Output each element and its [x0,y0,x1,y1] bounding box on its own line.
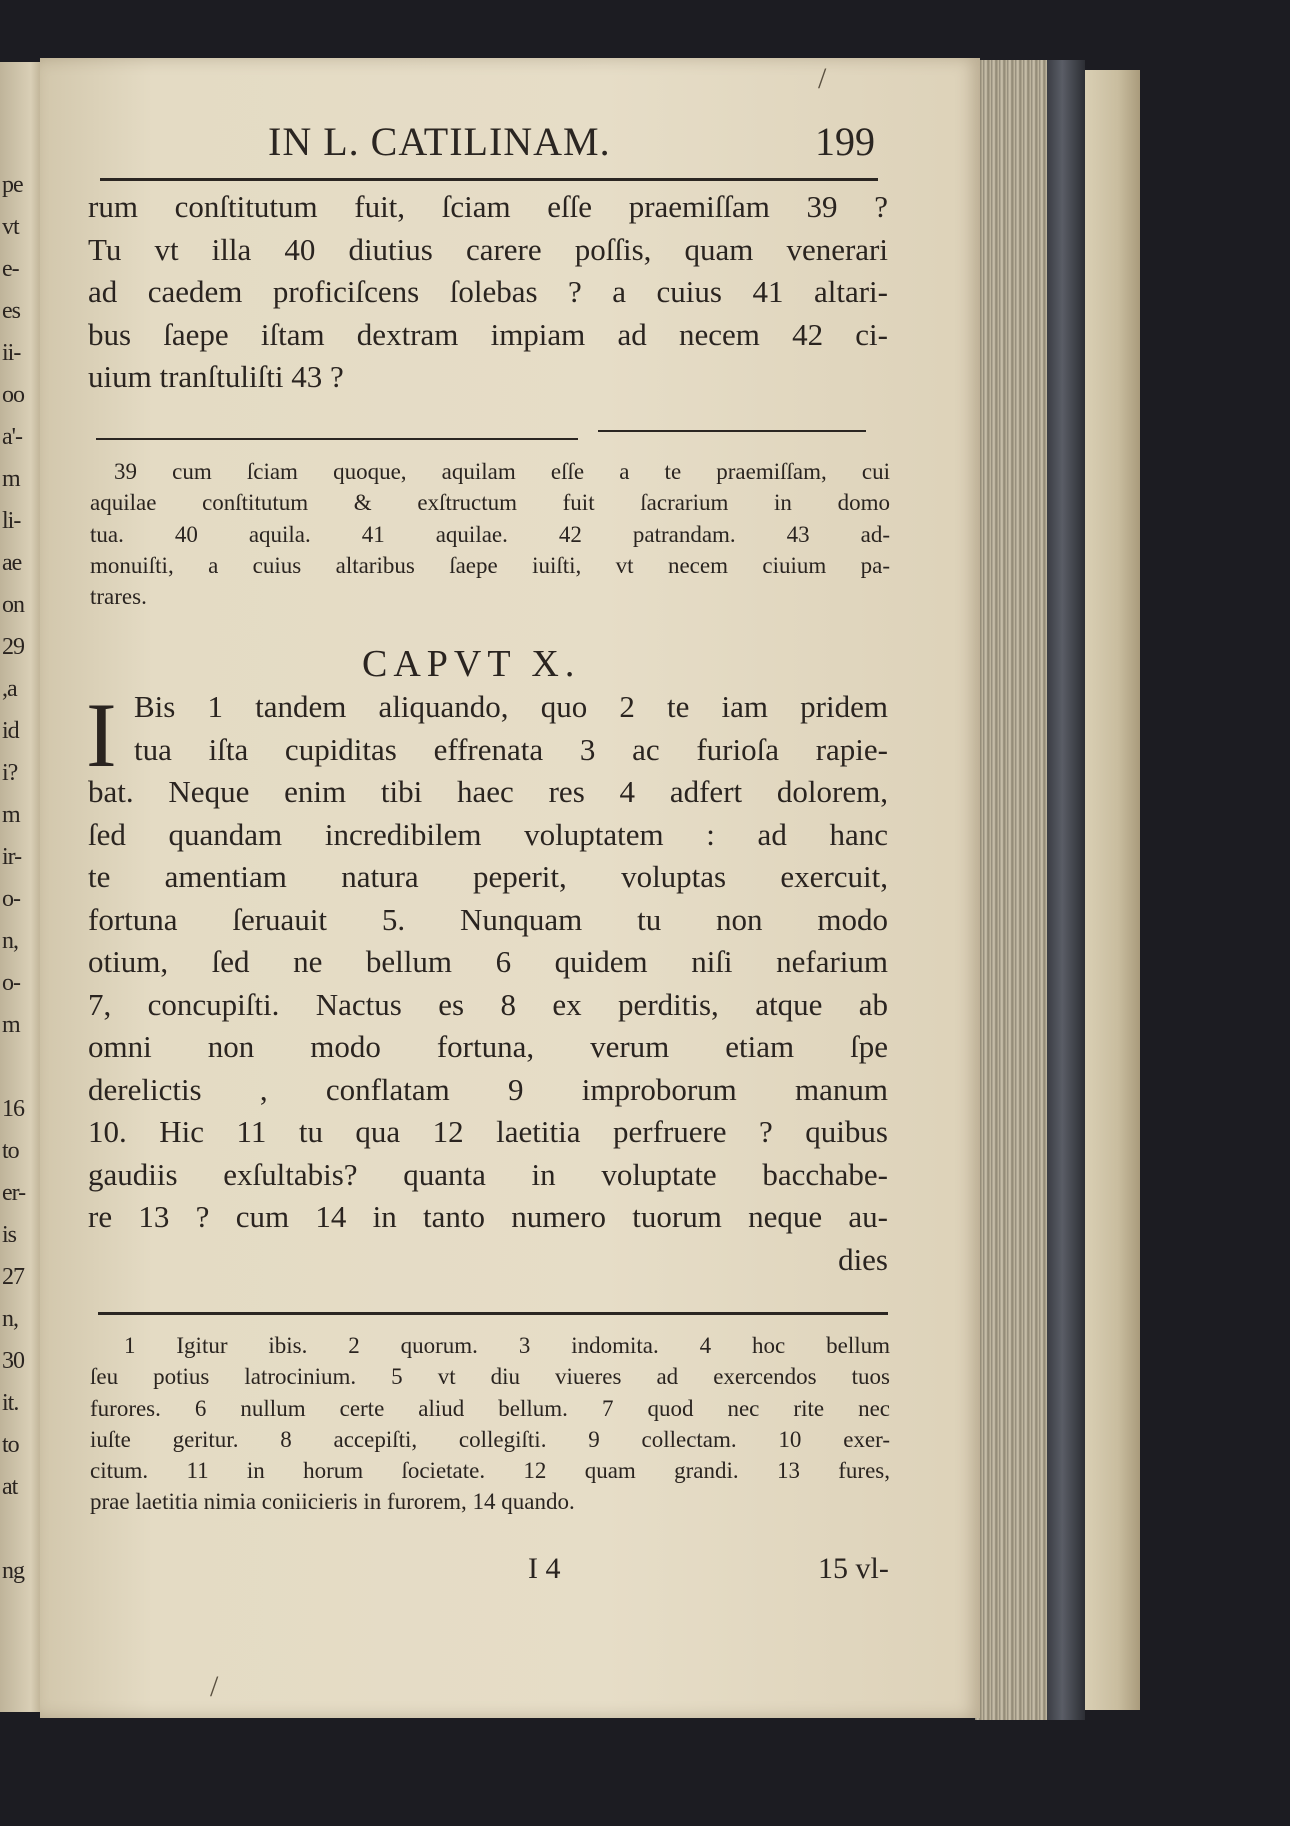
header-rule [100,178,878,181]
fore-edge-dark [1047,60,1085,1720]
notes-divider-right [598,430,866,432]
top-text-block [88,186,888,399]
note-line: aquilae conſtitutum & exſtructum fuit ſacrarium in domo [90,490,890,516]
pencil-mark: / [210,1670,219,1703]
chapter-heading: CAPVT X. [362,643,581,685]
text-line: dies [838,1241,888,1277]
left-page-fragment: 16 [2,1096,24,1122]
text-line: omni non modo fortuna, verum etiam ſpe [88,1029,888,1064]
left-page-fragment: 30 [2,1348,24,1374]
left-page-fragment: a'- [2,424,22,450]
cover-edge [1085,70,1140,1710]
note-line: monuiſti, a cuius altaribus ſaepe iuiſti, vt necem ciuium pa- [90,552,890,578]
bottom-footnotes [90,1330,890,1518]
left-page-fragment: n, [2,1306,18,1332]
note-line: 39 cum ſciam quoque, aquilam eſſe a te praemiſſam, cui [114,459,890,484]
notes-divider-left [96,438,578,440]
left-page-fragment: m [2,802,20,828]
text-line: Bis 1 tandem aliquando, quo 2 te iam pridem [134,689,888,724]
note-line: tua. 40 aquila. 41 aquilae. 42 patrandam. 43 ad- [90,521,890,547]
left-page-fragment: i? [2,760,18,786]
left-page-fragment: ,a [2,676,17,702]
chapter-text-block [88,686,888,1281]
left-page-fragment: ii- [2,340,21,366]
left-page-fragment: e- [2,256,19,282]
left-page-fragment: ae [2,550,22,576]
left-page-fragment: n, [2,928,18,954]
note-line: furores. 6 nullum certe aliud bellum. 7 quod nec rite nec [90,1395,890,1421]
left-page-fragment: ir- [2,844,22,870]
note-line: trares. [90,584,147,610]
note-line: 1 Igitur ibis. 2 quorum. 3 indomita. 4 hoc bellum [124,1333,890,1358]
text-line: ad caedem proficiſcens ſolebas ? a cuius 41 altari- [88,274,888,309]
footnote-divider [98,1312,888,1315]
note-line: iuſte geritur. 8 accepiſti, collegiſti. 9 collectam. 10 exer- [90,1426,890,1452]
text-line: tua iſta cupiditas effrenata 3 ac furioſa rapie- [134,731,888,767]
note-line: citum. 11 in horum ſocietate. 12 quam grandi. 13 fures, [90,1458,890,1484]
left-page-fragment: it. [2,1390,19,1416]
text-line: Tu vt illa 40 diutius carere poſſis, quam venerari [88,231,888,267]
signature-mark: I 4 [528,1552,561,1585]
left-page-fragment: 29 [2,634,24,660]
left-page-edge [0,62,44,1712]
running-head: IN L. CATILINAM. [268,119,611,164]
left-page-fragment: is [2,1222,17,1248]
left-page-fragment: m [2,1012,20,1038]
note-line: prae laetitia nimia coniicieris in furorem, 14 quando. [90,1489,575,1515]
left-page-fragment: 27 [2,1264,24,1290]
catchword: 15 vl- [818,1552,889,1585]
text-line: rum conſtitutum fuit, ſciam eſſe praemiſſam 39 ? [88,189,888,224]
left-page-fragment: to [2,1432,19,1458]
page-edges [975,60,1085,1720]
left-page-fragment: o- [2,886,20,912]
text-line: otium, ſed ne bellum 6 quidem niſi nefarium [88,944,888,979]
text-line: uium tranſtuliſti 43 ? [88,359,344,394]
drop-cap: I [86,684,117,786]
left-page-fragment: ng [2,1558,24,1584]
note-line: ſeu potius latrocinium. 5 vt diu viueres ad exercendos tuos [90,1364,890,1390]
text-line: derelictis , conflatam 9 improborum manum [88,1071,888,1107]
top-footnotes [90,456,890,612]
left-page-fragment: pe [2,172,23,198]
left-page-fragment: to [2,1138,19,1164]
left-page-fragment: on [2,592,24,618]
left-page-fragment: o- [2,970,20,996]
text-line: fortuna ſeruauit 5. Nunquam tu non modo [88,901,888,937]
left-page-fragment: m [2,466,20,492]
text-line: gaudiis exſultabis? quanta in voluptate bacchabe- [88,1156,888,1192]
text-line: 10. Hic 11 tu qua 12 laetitia perfruere ? quibus [88,1114,888,1149]
left-page-fragment: at [2,1474,18,1500]
text-line: te amentiam natura peperit, voluptas exercuit, [88,859,888,894]
left-page-fragment: id [2,718,19,744]
text-line: bus ſaepe iſtam dextram impiam ad necem 42 ci- [88,316,888,352]
text-line: bat. Neque enim tibi haec res 4 adfert dolorem, [88,774,888,809]
text-line: ſed quandam incredibilem voluptatem : ad hanc [88,816,888,852]
left-page-fragment: oo [2,382,24,408]
page-number: 199 [815,119,875,164]
pencil-mark: / [818,62,827,95]
left-page-fragment: vt [2,214,19,240]
left-page-fragment: li- [2,508,21,534]
text-line: re 13 ? cum 14 in tanto numero tuorum neque au- [88,1199,888,1234]
text-line: 7, concupiſti. Nactus es 8 ex perditis, atque ab [88,986,888,1022]
left-page-fragment: er- [2,1180,26,1206]
left-page-fragment: es [2,298,20,324]
